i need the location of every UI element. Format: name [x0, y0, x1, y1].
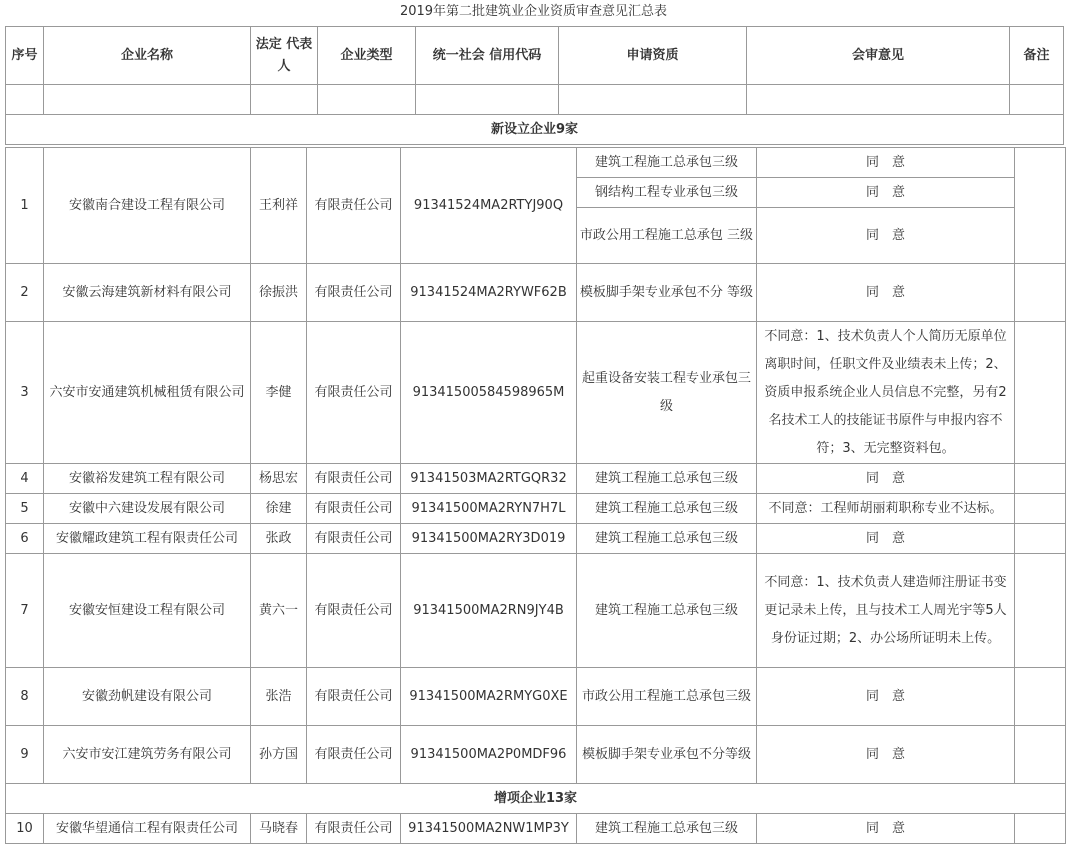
remark-cell — [1015, 464, 1066, 494]
company-name: 六安市安通建筑机械租赁有限公司 — [44, 322, 251, 464]
qualification: 起重设备安装工程专业承包三级 — [577, 322, 757, 464]
legal-rep: 张浩 — [251, 668, 307, 726]
header-type: 企业类型 — [318, 27, 416, 85]
empty-cell — [1010, 85, 1064, 115]
row-index: 7 — [6, 554, 44, 668]
table-title: 2019年第二批建筑业企业资质审查意见汇总表 — [399, 4, 668, 19]
credit-code: 91341500MA2RN9JY4B — [401, 554, 577, 668]
qualification: 市政公用工程施工总承包 三级 — [577, 208, 757, 264]
remark-cell — [1015, 524, 1066, 554]
empty-cell — [44, 85, 251, 115]
credit-code: 91341500MA2RY3D019 — [401, 524, 577, 554]
qualification: 市政公用工程施工总承包三级 — [577, 668, 757, 726]
group-header-new: 新设立企业9家 — [6, 115, 1064, 145]
qualification: 模板脚手架专业承包不分 等级 — [577, 264, 757, 322]
company-type: 有限责任公司 — [307, 264, 401, 322]
row-index: 2 — [6, 264, 44, 322]
company-name: 安徽华望通信工程有限责任公司 — [44, 814, 251, 844]
review-opinion: 同 意 — [757, 464, 1015, 494]
company-name: 安徽安恒建设工程有限公司 — [44, 554, 251, 668]
remark-cell — [1015, 814, 1066, 844]
row-index: 1 — [6, 148, 44, 264]
row-index: 3 — [6, 322, 44, 464]
table-row — [6, 148, 1066, 178]
legal-rep: 张政 — [251, 524, 307, 554]
group-header-add: 增项企业13家 — [6, 784, 1066, 814]
header-index: 序号 — [6, 27, 44, 85]
row-index: 5 — [6, 494, 44, 524]
table-row — [6, 494, 1066, 524]
credit-code: 91341503MA2RTGQR32 — [401, 464, 577, 494]
remark-cell — [1015, 668, 1066, 726]
company-type: 有限责任公司 — [307, 148, 401, 264]
remark-cell — [1015, 494, 1066, 524]
empty-cell — [559, 85, 747, 115]
legal-rep: 李健 — [251, 322, 307, 464]
credit-code: 91341500584598965M — [401, 322, 577, 464]
legal-rep: 王利祥 — [251, 148, 307, 264]
review-opinion: 不同意：工程师胡丽莉职称专业不达标。 — [757, 494, 1015, 524]
qualification: 建筑工程施工总承包三级 — [577, 464, 757, 494]
row-index: 6 — [6, 524, 44, 554]
company-type: 有限责任公司 — [307, 524, 401, 554]
company-name: 安徽裕发建筑工程有限公司 — [44, 464, 251, 494]
qualification: 钢结构工程专业承包三级 — [577, 178, 757, 208]
credit-code: 91341500MA2P0MDF96 — [401, 726, 577, 784]
company-type: 有限责任公司 — [307, 668, 401, 726]
legal-rep: 黄六一 — [251, 554, 307, 668]
empty-cell — [251, 85, 318, 115]
row-index: 9 — [6, 726, 44, 784]
empty-cell — [6, 85, 44, 115]
header-table — [5, 26, 1064, 145]
credit-code: 91341500MA2NW1MP3Y — [401, 814, 577, 844]
review-opinion: 同 意 — [757, 178, 1015, 208]
qualification: 建筑工程施工总承包三级 — [577, 554, 757, 668]
row-index: 8 — [6, 668, 44, 726]
review-opinion: 不同意：1、技术负责人建造师注册证书变更记录未上传，且与技术工人周光宇等5人身份证过期；2、办公场所证明未上传。 — [757, 554, 1015, 668]
review-opinion: 同 意 — [757, 524, 1015, 554]
review-opinion: 同 意 — [757, 208, 1015, 264]
review-opinion: 同 意 — [757, 726, 1015, 784]
review-opinion: 同 意 — [757, 148, 1015, 178]
company-name: 安徽劲帆建设有限公司 — [44, 668, 251, 726]
table-row — [6, 524, 1066, 554]
empty-cell — [416, 85, 559, 115]
review-opinion: 不同意：1、技术负责人个人简历无原单位离职时间，任职文件及业绩表未上传；2、资质申报系统企业人员信息不完整，另有2名技术工人的技能证书原件与申报内容不符；3、无完整资料包。 — [757, 322, 1015, 464]
credit-code: 91341500MA2RMYG0XE — [401, 668, 577, 726]
company-type: 有限责任公司 — [307, 814, 401, 844]
credit-code: 91341500MA2RYN7H7L — [401, 494, 577, 524]
table-row — [6, 322, 1066, 464]
company-name: 六安市安江建筑劳务有限公司 — [44, 726, 251, 784]
table-row — [6, 668, 1066, 726]
header-qualification: 申请资质 — [559, 27, 747, 85]
company-type: 有限责任公司 — [307, 494, 401, 524]
row-index: 10 — [6, 814, 44, 844]
qualification: 建筑工程施工总承包三级 — [577, 814, 757, 844]
credit-code: 91341524MA2RYWF62B — [401, 264, 577, 322]
qualification: 模板脚手架专业承包不分等级 — [577, 726, 757, 784]
table-row — [6, 264, 1066, 322]
qualification: 建筑工程施工总承包三级 — [577, 148, 757, 178]
review-opinion: 同 意 — [757, 264, 1015, 322]
header-legal-rep: 法定 代表人 — [251, 27, 318, 85]
table-row — [6, 554, 1066, 668]
row-index: 4 — [6, 464, 44, 494]
table-row — [6, 464, 1066, 494]
remark-cell — [1015, 726, 1066, 784]
company-name: 安徽云海建筑新材料有限公司 — [44, 264, 251, 322]
company-type: 有限责任公司 — [307, 726, 401, 784]
empty-cell — [747, 85, 1010, 115]
legal-rep: 马晓春 — [251, 814, 307, 844]
credit-code: 91341524MA2RTYJ90Q — [401, 148, 577, 264]
review-opinion: 同 意 — [757, 814, 1015, 844]
empty-cell — [318, 85, 416, 115]
data-table — [5, 147, 1066, 844]
review-opinion: 同 意 — [757, 668, 1015, 726]
qualification: 建筑工程施工总承包三级 — [577, 524, 757, 554]
company-type: 有限责任公司 — [307, 322, 401, 464]
legal-rep: 杨思宏 — [251, 464, 307, 494]
company-name: 安徽中六建设发展有限公司 — [44, 494, 251, 524]
header-remark: 备注 — [1010, 27, 1064, 85]
remark-cell — [1015, 322, 1066, 464]
table-row — [6, 814, 1066, 844]
header-opinion: 会审意见 — [747, 27, 1010, 85]
qualification: 建筑工程施工总承包三级 — [577, 494, 757, 524]
remark-cell — [1015, 148, 1066, 264]
remark-cell — [1015, 264, 1066, 322]
company-name: 安徽耀政建筑工程有限责任公司 — [44, 524, 251, 554]
header-credit-code: 统一社会 信用代码 — [416, 27, 559, 85]
company-type: 有限责任公司 — [307, 464, 401, 494]
header-company: 企业名称 — [44, 27, 251, 85]
company-type: 有限责任公司 — [307, 554, 401, 668]
legal-rep: 徐振洪 — [251, 264, 307, 322]
table-row — [6, 726, 1066, 784]
legal-rep: 徐建 — [251, 494, 307, 524]
remark-cell — [1015, 554, 1066, 668]
company-name: 安徽南合建设工程有限公司 — [44, 148, 251, 264]
legal-rep: 孙方国 — [251, 726, 307, 784]
